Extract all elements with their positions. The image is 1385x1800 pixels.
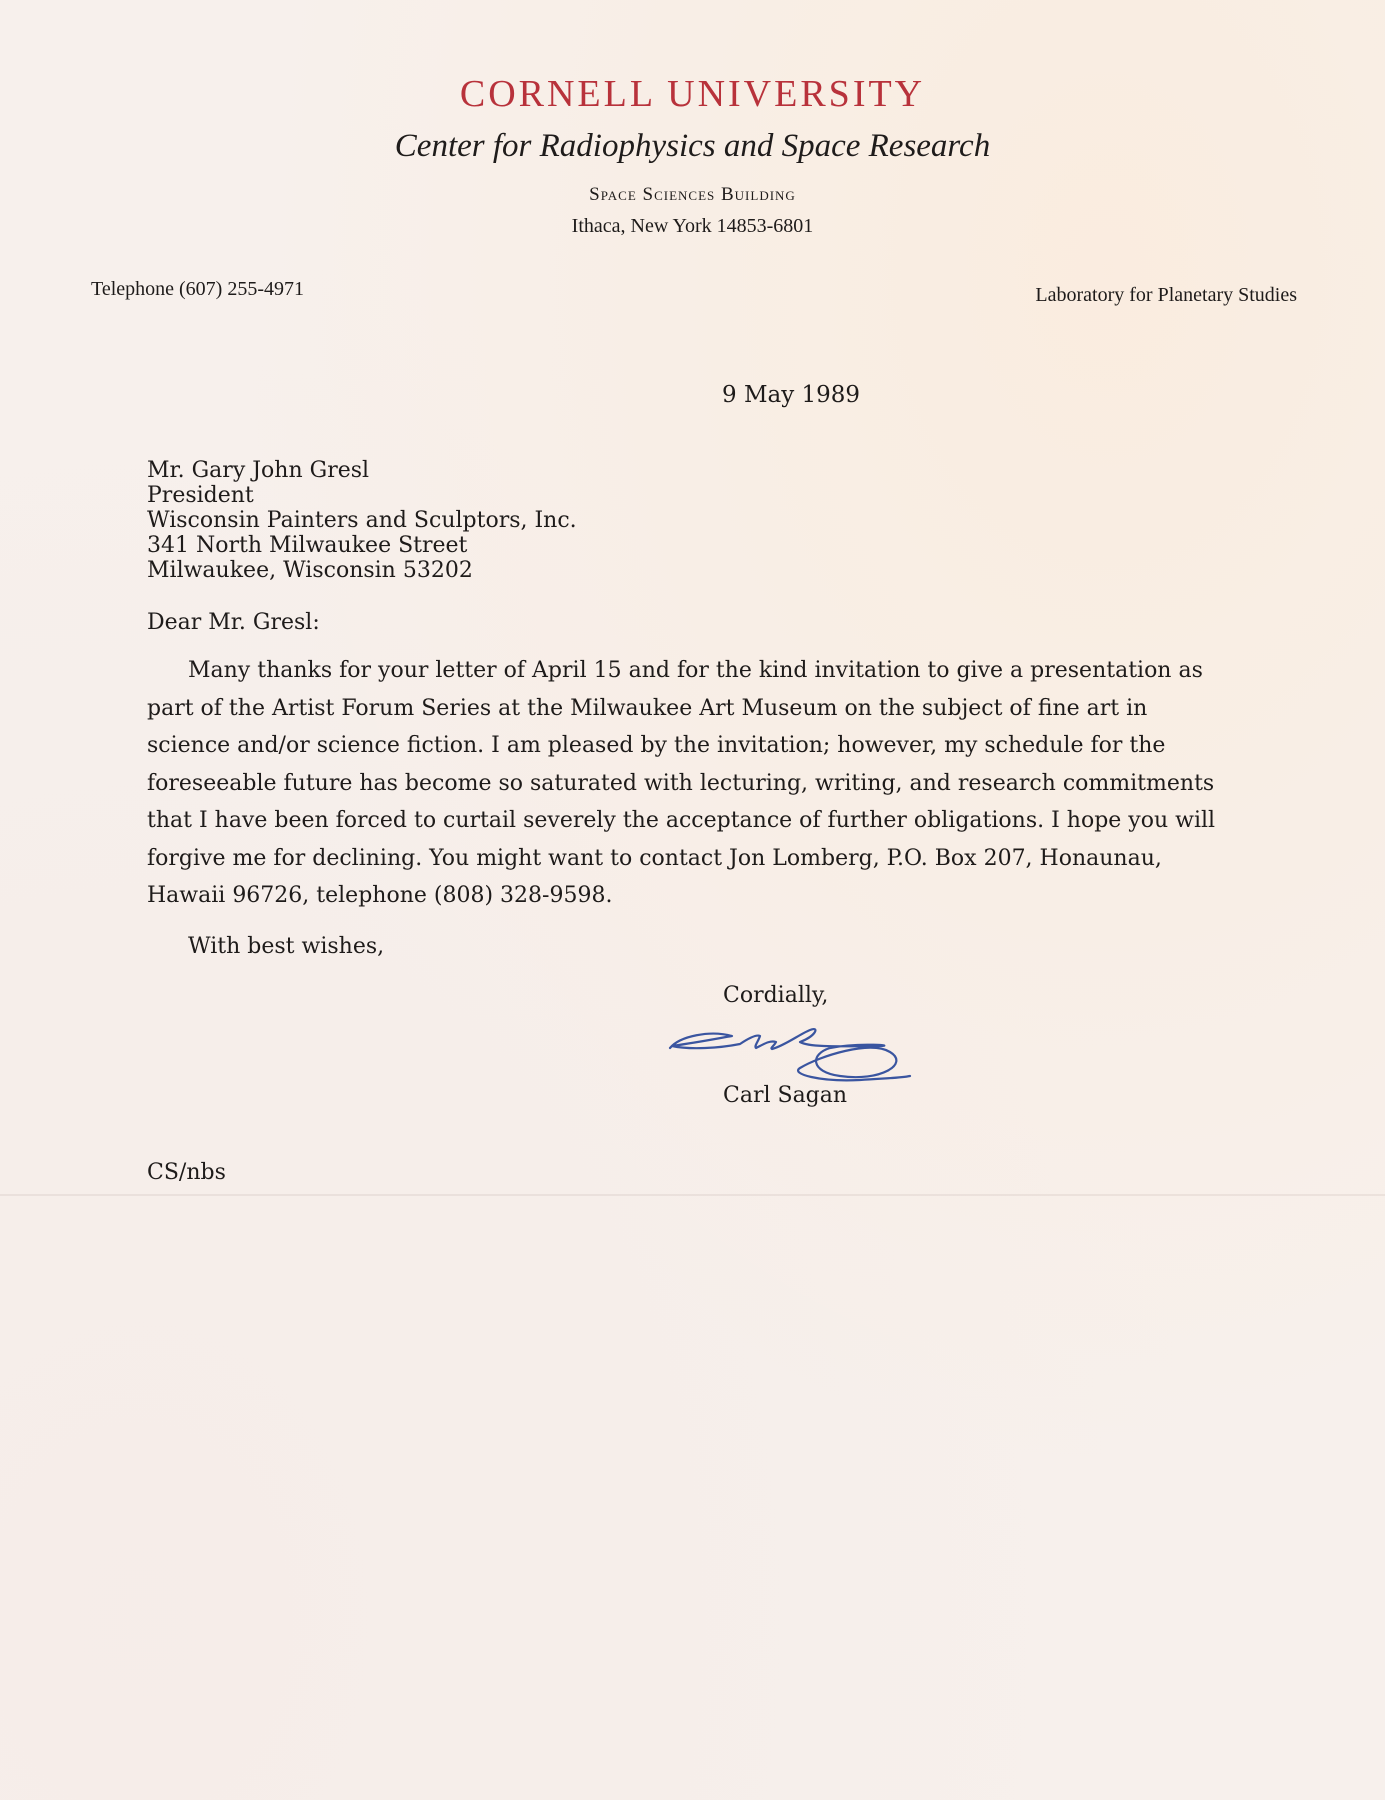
body-line: Hawaii 96726, telephone (808) 328-9598. xyxy=(147,883,613,908)
recipient-line: Wisconsin Painters and Sculptors, Inc. xyxy=(147,508,577,533)
recipient-line: President xyxy=(147,483,254,508)
institution-name: CORNELL UNIVERSITY xyxy=(459,73,926,115)
letter-date: 9 May 1989 xyxy=(722,382,861,408)
body-line: Many thanks for your letter of April 15 and for the kind invitation to give a presentation as xyxy=(188,658,1203,683)
signer-name: Carl Sagan xyxy=(723,1083,848,1108)
salutation: Dear Mr. Gresl: xyxy=(147,610,320,635)
body-line: that I have been forced to curtail severely the acceptance of further obligations. I hope you will xyxy=(147,808,1216,833)
body-line: foreseeable future has become so saturated with lecturing, writing, and research commitments xyxy=(147,770,1215,796)
body-line: science and/or science fiction. I am pleased by the invitation; however, my schedule for the xyxy=(147,733,1166,758)
recipient-line: Mr. Gary John Gresl xyxy=(147,458,370,483)
letter-body xyxy=(147,652,1227,915)
body-line: forgive me for declining. You might want to contact Jon Lomberg, P.O. Box 207, Honaunau, xyxy=(147,845,1162,871)
city-address: Ithaca, New York 14853-6801 xyxy=(571,215,814,237)
best-wishes: With best wishes, xyxy=(188,934,385,959)
body-line: part of the Artist Forum Series at the Milwaukee Art Museum on the subject of fine art in xyxy=(147,695,1148,721)
typist-initials: CS/nbs xyxy=(147,1160,226,1185)
closing: Cordially, xyxy=(723,983,829,1008)
center-name: Center for Radiophysics and Space Research xyxy=(394,128,991,164)
recipient-address xyxy=(147,458,577,583)
recipient-line: 341 North Milwaukee Street xyxy=(147,533,468,558)
recipient-line: Milwaukee, Wisconsin 53202 xyxy=(147,558,473,583)
paper-fold xyxy=(0,1194,1385,1196)
telephone: Telephone (607) 255-4971 xyxy=(91,278,304,300)
laboratory-name: Laboratory for Planetary Studies xyxy=(1035,284,1297,306)
building-name: Space Sciences Building xyxy=(589,184,796,205)
